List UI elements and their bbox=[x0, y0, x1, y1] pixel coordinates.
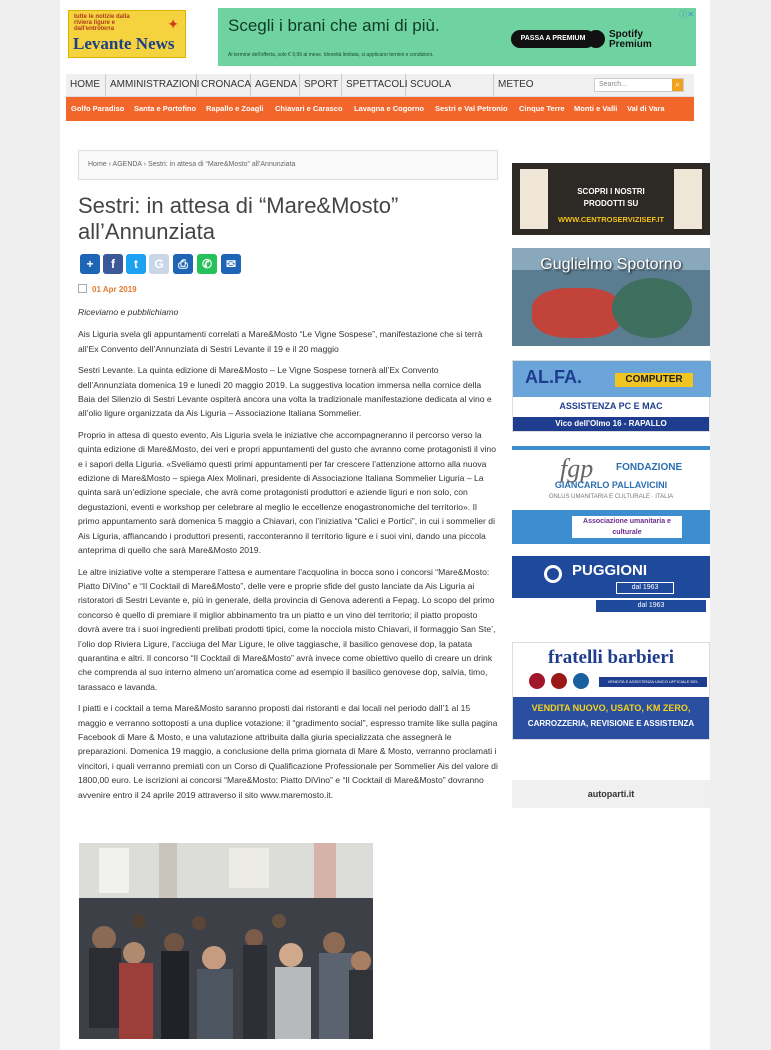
sidebar-ad-fondazione-pallavicini[interactable] bbox=[512, 446, 710, 544]
site-header bbox=[60, 0, 710, 72]
painting-shape bbox=[612, 278, 692, 338]
ad-headline: Scegli i brani che ami di più. bbox=[228, 16, 440, 35]
regions-nav bbox=[66, 97, 694, 121]
logo-tagline: tutte le notizie dalla riviera ligure e dall'entroterra bbox=[74, 14, 130, 32]
subnav-val-di-vara[interactable]: Val di Vara bbox=[627, 104, 665, 113]
breadcrumb-current: Sestri: in attesa di “Mare&Mosto” all’Annunziata bbox=[147, 161, 296, 168]
sidebar-ad-spotorno[interactable] bbox=[512, 248, 710, 346]
article-paragraph: Ais Liguria svela gli appuntamenti correlati a Mare&Mosto “Le Vigne Sospese”, manifestazione che si terrà all’Ex Convento dell’Annunziata di Sestri Levante il 19 e il 20 maggio bbox=[78, 329, 483, 354]
subnav-rapallo-zoagli[interactable]: Rapallo e Zoagli bbox=[206, 104, 264, 113]
sidebar-autoparti[interactable] bbox=[512, 780, 710, 808]
car-brand-icon bbox=[529, 673, 545, 689]
ad-name-2: GIANCARLO PALLAVICINI bbox=[554, 480, 668, 490]
ad-logo: fgp bbox=[560, 454, 594, 483]
article-photo bbox=[79, 843, 373, 1039]
logo-star-icon: ✦ bbox=[167, 16, 179, 32]
car-brand-icons bbox=[529, 673, 593, 691]
subnav-lavagna-cogorno[interactable]: Lavagna e Cogorno bbox=[354, 104, 425, 113]
nav-sport[interactable]: SPORT bbox=[300, 74, 342, 96]
breadcrumb-section[interactable]: AGENDA bbox=[112, 161, 142, 168]
whatsapp-icon[interactable]: ✆ bbox=[197, 254, 217, 274]
article-paragraph: Sestri Levante. La quinta edizione di Mare&Mosto – Le Vigne Sospese tornerà all’Ex Convento dell’Annunziata domenica 19 e lunedì 20 maggio 2019. La suggestiva location immersa nella cornice della Baia del Silenzio di Sestri Levante ospiterà ancora una volta la tradizionale manifestazione dedicata al vino e all’olio ligure organizzata da Ais Liguria – Associazione Italiana Sommelier. bbox=[78, 365, 492, 419]
nav-home[interactable]: HOME bbox=[66, 74, 106, 96]
main-nav bbox=[66, 74, 694, 97]
article-body bbox=[78, 305, 498, 809]
nav-spettacoli[interactable]: SPETTACOLI bbox=[342, 74, 406, 96]
ad-url: WWW.CENTROSERVIZISEF.IT bbox=[557, 215, 665, 224]
nav-meteo[interactable]: METEO bbox=[498, 79, 534, 90]
calendar-icon bbox=[78, 284, 87, 293]
puggioni-logo-icon bbox=[544, 565, 562, 583]
car-brand-icon bbox=[573, 673, 589, 689]
ad-line-1: SCOPRI I NOSTRI bbox=[577, 187, 645, 196]
facebook-icon[interactable]: f bbox=[103, 254, 123, 274]
sidebar-ad-alfa-computer[interactable] bbox=[512, 360, 710, 432]
ad-product: COMPUTER bbox=[615, 373, 693, 387]
article-title: Sestri: in attesa di “Mare&Mosto” all’Annunziata bbox=[78, 193, 399, 244]
logo-name: Levante News bbox=[73, 34, 175, 53]
subnav-golfo-paradiso[interactable]: Golfo Paradiso bbox=[71, 104, 125, 113]
article-date-text: 01 Apr 2019 bbox=[92, 285, 137, 294]
print-icon[interactable]: ⎙ bbox=[173, 254, 193, 274]
search-input[interactable]: Search... bbox=[594, 78, 684, 92]
twitter-icon[interactable]: t bbox=[126, 254, 146, 274]
spotify-banner-ad[interactable] bbox=[218, 8, 696, 66]
article-date bbox=[78, 284, 137, 294]
sidebar-ad-puggioni[interactable] bbox=[512, 556, 710, 612]
email-icon[interactable]: ✉ bbox=[221, 254, 241, 274]
spotify-logo-icon bbox=[587, 30, 605, 48]
nav-scuola-lavoro[interactable]: SCUOLA bbox=[406, 74, 494, 96]
site-logo[interactable] bbox=[68, 10, 186, 58]
nav-agenda[interactable]: AGENDA bbox=[251, 74, 300, 96]
ad-name-1: FONDAZIONE bbox=[616, 462, 683, 473]
ad-premium-button[interactable]: PASSA A PREMIUM bbox=[511, 30, 595, 48]
breadcrumb-separator-icon: › bbox=[108, 161, 113, 168]
ad-close-icon[interactable]: ⓘ✕ bbox=[679, 10, 694, 19]
subnav-chiavari-carasco[interactable]: Chiavari e Carasco bbox=[275, 104, 343, 113]
breadcrumb bbox=[78, 150, 498, 180]
article-paragraph: Proprio in attesa di questo evento, Ais Liguria svela le iniziative che accompagneranno il percorso verso la quinta edizione di Mare&Mosto, dei veri e propri appuntamenti del gusto che avranno come protagonisti il vino e i sapori della Liguria. «Sveliamo questi primi appuntamenti per far crescere l’attenzione attorno alla nuova edizione di Mare&Mosto – spiega Alex Molinari, presidente di Associazione Italiana Sommelier Liguria – La quinta sarà un’edizione speciale, che avrà come protagonisti produttori e aziende liguri e non solo, con degustazioni, eventi e workshop per celebrare al meglio le eccellenze enogastronomiche del territorio». Il primo appuntamento sarà domenica 5 maggio a Chiavari, con l’iniziativa “Calici e Portici”, in cui i sommelier di Ais Liguria, affiancando i produttori presenti, racconteranno il territorio ligure e i suoi vini, dando una piccola anteprima di quello che sarà Mare&Mosto 2019. bbox=[78, 429, 496, 556]
sidebar-ad-fratelli-barbieri[interactable] bbox=[512, 642, 710, 740]
event-crowd-image bbox=[79, 843, 373, 1039]
subnav-monti-valli[interactable]: Monti e Valli bbox=[574, 104, 618, 113]
ad-since: dal 1963 bbox=[616, 582, 674, 594]
ad-brand-label: Spotify Premium bbox=[609, 29, 652, 50]
ad-subtitle: ONLUS UMANITARIA E CULTURALE · ITALIA bbox=[548, 494, 674, 500]
ad-fine-print: Al termine dell'offerta, solo € 9,99 al mese. Idoneità limitata, si applicano termini e condizioni. bbox=[228, 52, 434, 58]
ad-brand bbox=[609, 30, 679, 50]
search-icon[interactable]: ⌕ bbox=[672, 79, 683, 91]
ad-service: ASSISTENZA PC E MAC bbox=[559, 401, 663, 411]
ad-brand: AL.FA. bbox=[525, 367, 582, 387]
autoparti-link[interactable]: autoparti.it bbox=[587, 789, 635, 799]
breadcrumb-separator-icon: › bbox=[143, 161, 148, 168]
article-paragraph: I piatti e i cocktail a tema Mare&Mosto saranno proposti dai ristoranti e dai locali nel periodo dall’1 al 15 maggio e verranno sottoposti a una duplice votazione: il “gradimento social”, espresso tramite like sulla pagina Facebook di Mare & Mosto, e una valutazione attribuita dalla giuria specializzata che assegnerà le preparazioni. Domenica 19 maggio, a conclusione della prima giornata di Mare & Mosto, verranno proclamati i vincitori, i quali verranno premiati con un Corso di Qualificazione Professionale per Sommelier Ais del valore di 1800,00 euro. Le iscrizioni ai concorsi “Mare&Mosto: Piatto DiVino” e “Il Cocktail di Mare&Mosto” dovranno avvenire entro il 24 aprile 2019 attraverso il sito www.maremosto.it. bbox=[78, 703, 498, 800]
ad-since-bar: dal 1963 bbox=[596, 600, 706, 612]
ad-tag: VENDITA E ASSISTENZA UNICO UFFICIALE DEL TIGULLIO bbox=[599, 677, 707, 687]
sidebar-ad-centroservizisef[interactable] bbox=[512, 163, 710, 235]
ad-artist-name: Guglielmo Spotorno bbox=[540, 256, 682, 273]
ad-name: PUGGIONI bbox=[572, 562, 648, 579]
page bbox=[60, 0, 710, 1050]
ad-assoc: Associazione umanitaria e culturale bbox=[572, 516, 682, 538]
breadcrumb-home[interactable]: Home bbox=[88, 161, 107, 168]
share-add-icon[interactable]: + bbox=[80, 254, 100, 274]
nav-cronaca[interactable]: CRONACA bbox=[197, 74, 251, 96]
article-paragraph: Le altre iniziative volte a stemperare l’attesa e aumentare l’acquolina in bocca sono i concorsi “Mare&Mosto: Piatto DiVino” e “Il Cocktail di Mare&Mosto”, delle vere e proprie sfide del gusto lanciate da Ais Liguria ai ristoratori di Sestri Levante e, più in generale, della provincia di Genova aderenti a Fepag. Lo scopo del primo concorso è quello di premiare il miglior abbinamento tra un piatto e un vino del territorio; il piatto proposto dovrà avere tra i suoi ingredienti prelibati prodotti tipici, come la nocciola misto Chiavari, il formaggio San Ste’, l’olio dop Riviera Ligure, l’acciuga del Mar Ligure, le olive taggiasche, il basilico genovese dop, la patata quarantina e altri. Il concorso “Il Cocktail di Mare&Mosto” avrà invece come obiettivo quello di creare un drink che comprenda al suo interno almeno un’aromatica come ad esempio il basilico genovese dop, salvia, timo, tarassaco e lavanda. bbox=[78, 566, 496, 692]
ad-line-2: CARROZZERIA, REVISIONE E ASSISTENZA bbox=[527, 719, 695, 728]
ad-line-2: PRODOTTI SU bbox=[583, 199, 639, 208]
painting-shape bbox=[532, 288, 622, 338]
google-plus-icon[interactable]: G bbox=[149, 254, 169, 274]
nav-amministrazioni[interactable]: AMMINISTRAZIONI bbox=[106, 74, 197, 96]
ad-address: Vico dell'Olmo 16 - RAPALLO bbox=[513, 417, 709, 431]
subnav-santa-portofino[interactable]: Santa e Portofino bbox=[134, 104, 197, 113]
ad-line-1: VENDITA NUOVO, USATO, KM ZERO, bbox=[531, 703, 691, 713]
subnav-cinque-terre[interactable]: Cinque Terre bbox=[519, 104, 565, 113]
article-intro: Riceviamo e pubblichiamo bbox=[78, 307, 179, 317]
car-brand-icon bbox=[551, 673, 567, 689]
subnav-sestri-val-petronio[interactable]: Sestri e Val Petronio bbox=[435, 104, 508, 113]
ad-name: fratelli barbieri bbox=[547, 647, 675, 668]
